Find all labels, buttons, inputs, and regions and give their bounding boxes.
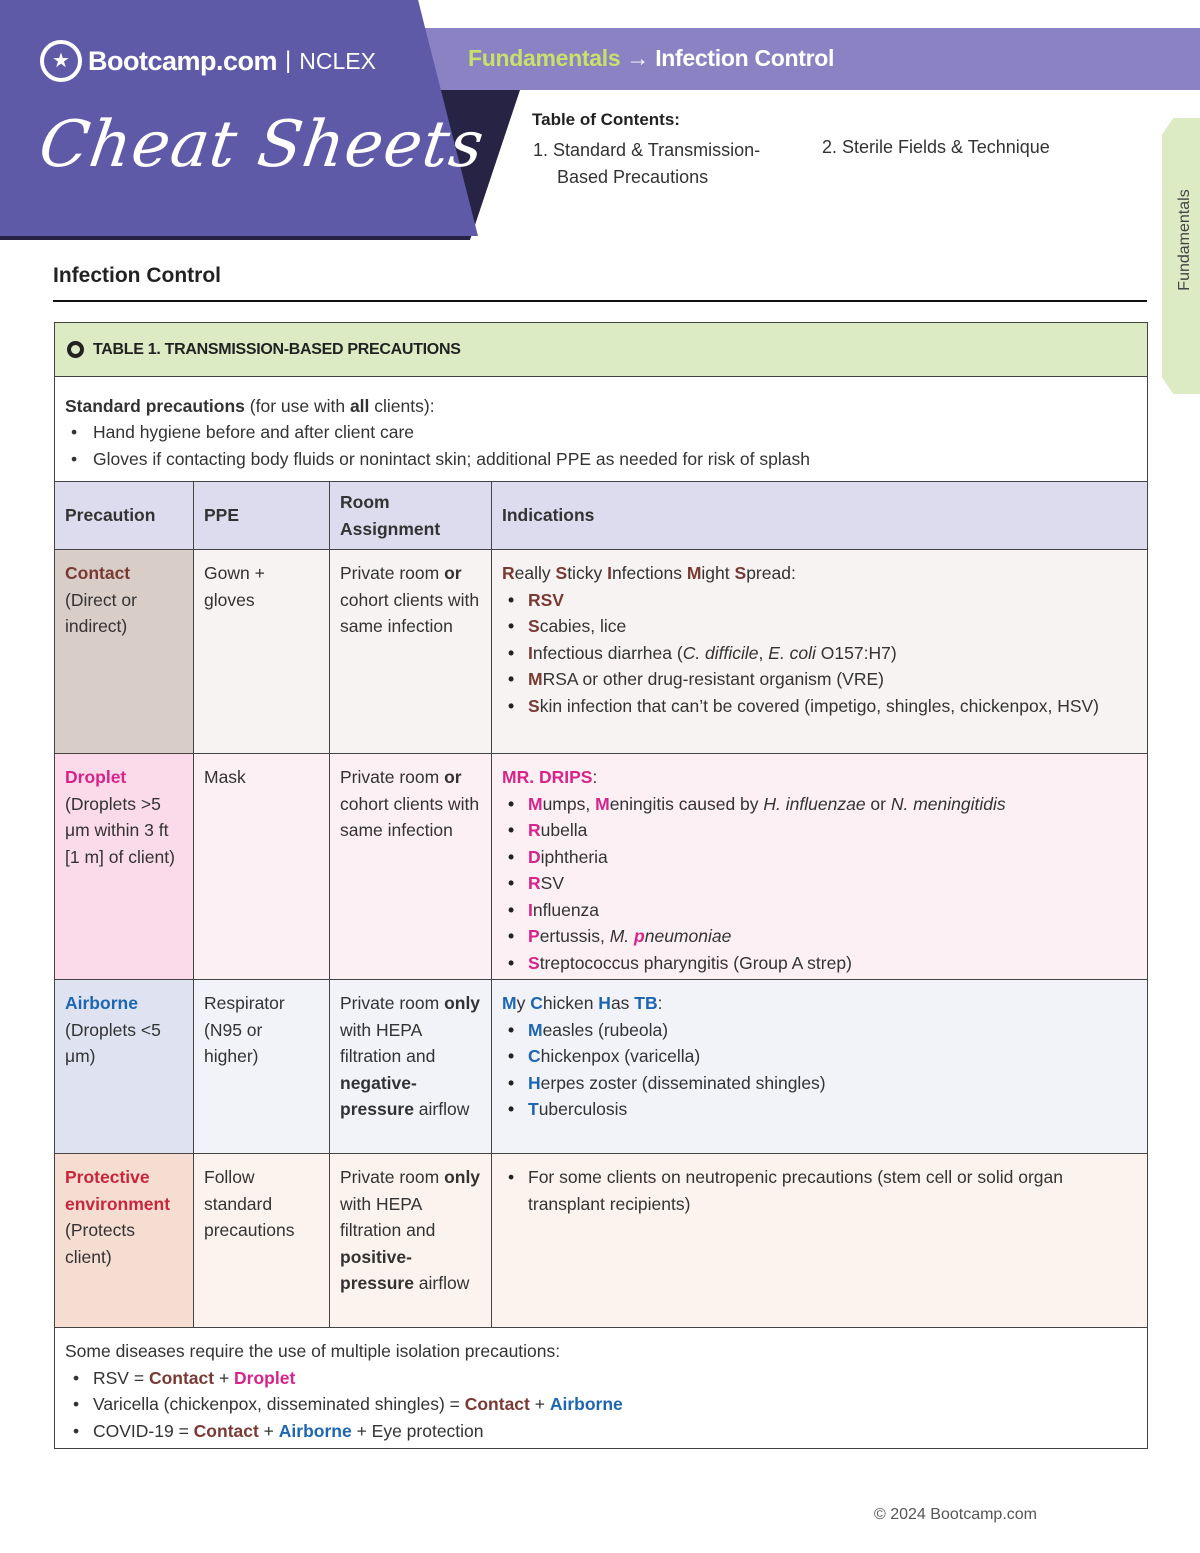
list-item: • Measles (rubeola) xyxy=(528,1017,1137,1044)
list-item: • Varicella (chickenpox, disseminated shingles) = Contact + Airborne xyxy=(93,1391,1137,1418)
exam-name: NCLEX xyxy=(299,47,376,74)
brand-name: Bootcamp.com xyxy=(88,45,278,76)
precaution-name: Droplet xyxy=(65,767,127,787)
column-header-indications: Indications xyxy=(502,505,595,526)
table-row-airborne xyxy=(55,980,1147,1154)
table-row-protective xyxy=(55,1154,1147,1328)
list-item: • Infectious diarrhea (C. difficile, E. coli O157:H7) xyxy=(528,640,1137,667)
room-cell: Private room only with HEPA filtration and positive-pressure airflow xyxy=(330,1154,492,1327)
brand-separator: | xyxy=(285,47,292,74)
table-row-droplet xyxy=(55,754,1147,980)
title-divider xyxy=(53,300,1147,302)
list-item: • RSV xyxy=(528,870,1137,897)
indications-cell xyxy=(492,1154,1147,1327)
column-header-room: Room Assignment xyxy=(330,482,492,549)
list-item: • MRSA or other drug-resistant organism (VRE) xyxy=(528,666,1137,693)
footer-lead: Some diseases require the use of multiple isolation precautions: xyxy=(65,1341,561,1361)
list-item: • Pertussis, M. pneumoniae xyxy=(528,923,1137,950)
list-item: • Rubella xyxy=(528,817,1137,844)
list-item: • Streptococcus pharyngitis (Group A strep) xyxy=(528,950,1137,977)
table-bullet-icon xyxy=(67,341,84,358)
breadcrumb-section[interactable]: Fundamentals xyxy=(468,45,621,71)
list-item: • Influenza xyxy=(528,897,1137,924)
precaution-desc: (Droplets <5 μm) xyxy=(65,1019,161,1066)
list-item: • Gloves if contacting body fluids or nonintact skin; additional PPE as needed for risk of splash xyxy=(93,446,1147,473)
precaution-cell xyxy=(55,550,194,753)
list-item: • RSV xyxy=(528,587,1137,614)
precaution-cell xyxy=(55,1154,194,1327)
table-header-row xyxy=(55,482,1147,550)
list-item: • Hand hygiene before and after client care xyxy=(93,419,1147,446)
room-cell: Private room only with HEPA filtration and negative-pressure airflow xyxy=(330,980,492,1153)
list-item: • Tuberculosis xyxy=(528,1096,1137,1123)
toc-item-1[interactable] xyxy=(533,137,760,191)
list-item: • Chickenpox (varicella) xyxy=(528,1043,1137,1070)
precaution-name: Protective environment xyxy=(65,1167,171,1214)
list-item: • Scabies, lice xyxy=(528,613,1137,640)
mnemonic: Really Sticky Infections Might Spread: xyxy=(502,563,796,583)
toc-item-1-line1: 1. Standard & Transmission- xyxy=(533,140,761,160)
bootcamp-logo-icon: ★ xyxy=(40,40,82,82)
toc-item-2[interactable]: 2. Sterile Fields & Technique xyxy=(822,137,1050,157)
indications-cell xyxy=(492,980,1147,1153)
table-footer xyxy=(55,1328,1147,1448)
indications-cell xyxy=(492,550,1147,753)
room-cell: Private room or cohort clients with same infection xyxy=(330,754,492,979)
standard-precautions xyxy=(55,377,1147,482)
mnemonic: MR. DRIPS: xyxy=(502,767,598,787)
ppe-cell: Respirator (N95 or higher) xyxy=(194,980,330,1153)
precaution-cell xyxy=(55,980,194,1153)
brand-logo[interactable] xyxy=(40,40,376,82)
precaution-cell xyxy=(55,754,194,979)
copyright: © 2024 Bootcamp.com xyxy=(874,1506,1037,1523)
precautions-table xyxy=(54,322,1148,1449)
list-item: • Diphtheria xyxy=(528,844,1137,871)
precaution-desc: (Droplets >5 μm within 3 ft [1 m] of client) xyxy=(65,793,175,867)
ppe-cell: Mask xyxy=(194,754,330,979)
list-item: • Skin infection that can’t be covered (impetigo, shingles, chickenpox, HSV) xyxy=(528,693,1137,720)
room-cell: Private room or cohort clients with same infection xyxy=(330,550,492,753)
mnemonic: My Chicken Has TB: xyxy=(502,993,663,1013)
table-row-contact xyxy=(55,550,1147,754)
breadcrumb xyxy=(468,45,834,72)
list-item: • Herpes zoster (disseminated shingles) xyxy=(528,1070,1137,1097)
precaution-desc: (Protects client) xyxy=(65,1220,136,1267)
list-item: • Mumps, Meningitis caused by H. influenzae or N. meningitidis xyxy=(528,791,1137,818)
toc-item-1-line2: Based Precautions xyxy=(557,167,709,187)
precaution-name: Contact xyxy=(65,563,131,583)
precaution-desc: (Direct or indirect) xyxy=(65,589,137,636)
list-item: • RSV = Contact + Droplet xyxy=(93,1365,1137,1392)
indications-cell xyxy=(492,754,1147,979)
toc-title: Table of Contents: xyxy=(532,110,680,129)
ppe-cell: Follow standard precautions xyxy=(194,1154,330,1327)
breadcrumb-arrow-icon: → xyxy=(620,45,656,71)
table-title: TABLE 1. TRANSMISSION-BASED PRECAUTIONS xyxy=(93,340,461,358)
page-title: Infection Control xyxy=(53,264,221,287)
standard-precautions-lead: Standard precautions (for use with all clients): xyxy=(65,396,435,416)
breadcrumb-topic: Infection Control xyxy=(655,45,835,71)
column-header-precaution: Precaution xyxy=(55,482,194,549)
ppe-cell: Gown + gloves xyxy=(194,550,330,753)
cheat-sheets-title: Cheat Sheets xyxy=(34,108,489,182)
table-title-bar xyxy=(55,323,1147,377)
list-item: • For some clients on neutropenic precautions (stem cell or solid organ transplant recipients) xyxy=(528,1164,1137,1217)
side-tab-label: Fundamentals xyxy=(1176,189,1193,291)
precaution-name: Airborne xyxy=(65,993,138,1013)
list-item: • COVID-19 = Contact + Airborne + Eye protection xyxy=(93,1418,1137,1445)
column-header-ppe: PPE xyxy=(194,482,330,549)
